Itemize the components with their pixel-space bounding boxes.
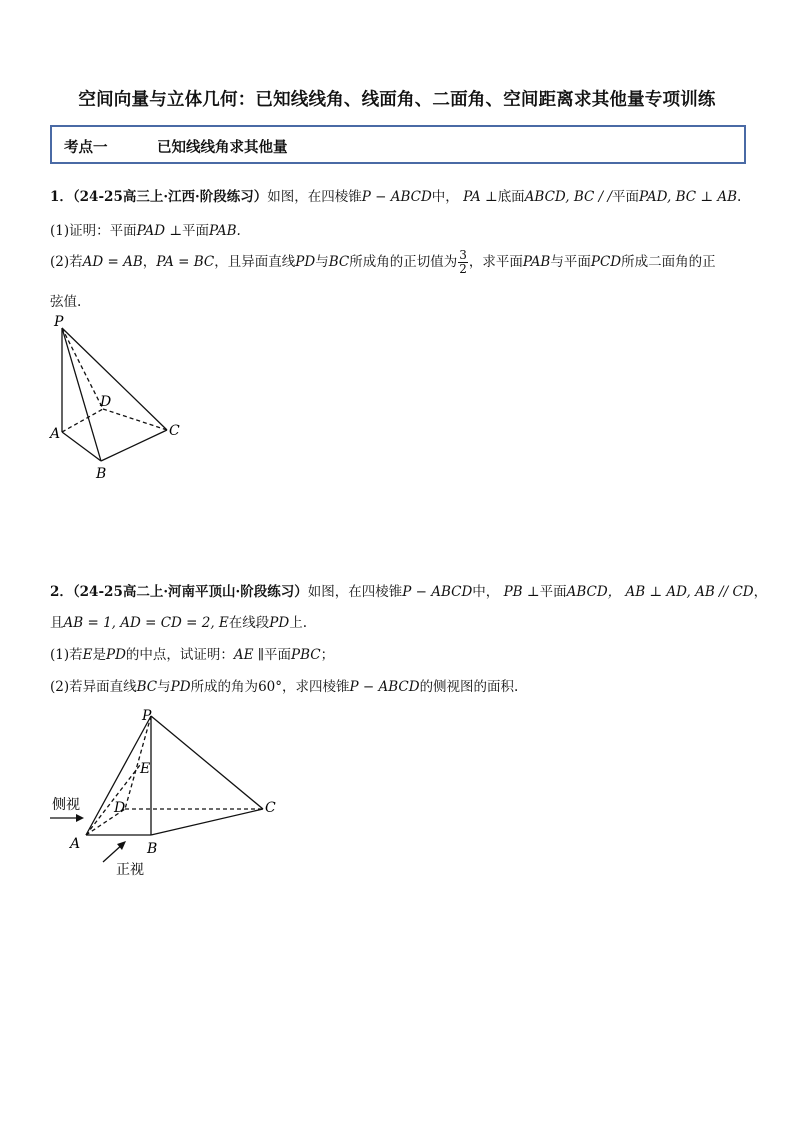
q2-part2-text: 所成的角为 bbox=[190, 679, 259, 695]
q2-stem-text: 上. bbox=[289, 615, 307, 631]
vertex-label-A: A bbox=[70, 836, 81, 852]
q1-condition: PAD, BC ⊥ AB bbox=[639, 189, 738, 205]
q1-part1-text: 平面 bbox=[182, 223, 210, 239]
edge-AE-hidden bbox=[86, 765, 140, 835]
q1-stem-text: 中， bbox=[431, 189, 459, 205]
q2-stem-text: 如图，在四棱锥 bbox=[307, 584, 403, 600]
q1-condition-text: 底面 bbox=[497, 189, 525, 205]
q2-part2 bbox=[50, 675, 518, 695]
q1-stem-text: 如图，在四棱锥 bbox=[267, 189, 362, 205]
vertex-label-E: E bbox=[140, 761, 151, 777]
q2-condition: ABCD， bbox=[566, 584, 622, 600]
q1-part1-math: PAB. bbox=[209, 223, 241, 239]
fraction-numerator: 3 bbox=[459, 248, 467, 262]
q2-pyramid: P − ABCD bbox=[402, 584, 473, 600]
edge-PC bbox=[151, 716, 263, 809]
q2-punct: ， bbox=[753, 584, 768, 600]
q1-part2-text: ，求平面 bbox=[468, 254, 523, 270]
q2-part1-text: 是 bbox=[92, 647, 106, 663]
q2-part1-text: ； bbox=[320, 647, 335, 663]
q1-part2-text: 与平面 bbox=[550, 254, 591, 270]
q1-part2-text: 弦值. bbox=[50, 294, 82, 310]
q1-part2-math: BC bbox=[328, 254, 350, 270]
vertex-label-P: P bbox=[142, 708, 152, 724]
vertex-label-A: A bbox=[50, 426, 61, 442]
q1-part2-math: PCD bbox=[590, 254, 622, 270]
q2-stem-text: 且 bbox=[50, 615, 64, 631]
q1-punct: . bbox=[737, 189, 742, 205]
front-view-label: 正视 bbox=[116, 862, 144, 878]
q2-part1 bbox=[50, 643, 334, 663]
fraction-denominator: 2 bbox=[459, 262, 467, 276]
q2-part2-math: BC bbox=[136, 679, 158, 695]
q1-number: 1． bbox=[50, 189, 73, 205]
vertex-label-C: C bbox=[265, 800, 276, 816]
edge-BC bbox=[151, 809, 263, 835]
q2-stem bbox=[50, 580, 767, 600]
side-view-arrowhead bbox=[76, 814, 84, 822]
vertex-label-D: D bbox=[100, 394, 112, 410]
topic-text: 已知线线角求其他量 bbox=[157, 140, 288, 156]
q1-part2-math: PA = BC bbox=[156, 254, 215, 270]
q1-part2-math: AD = AB bbox=[82, 254, 143, 270]
q2-stem-text: 中， bbox=[472, 584, 500, 600]
q2-part1-math: AE ∥ bbox=[233, 647, 265, 663]
q1-part2-text: 所成二面角的正 bbox=[621, 254, 716, 270]
q1-part2-math: PD bbox=[295, 254, 316, 270]
q2-stem-cont bbox=[50, 611, 307, 631]
q2-part2-text: 与 bbox=[157, 679, 171, 695]
q2-part2-math: P − ABCD bbox=[349, 679, 420, 695]
q2-stem-text: 在线段 bbox=[228, 615, 270, 631]
q2-part2-math: 60° bbox=[258, 679, 282, 695]
q2-part2-math: PD bbox=[170, 679, 191, 695]
q1-part2-text: 所成角的正切值为 bbox=[349, 254, 458, 270]
q1-part2-text: 与 bbox=[315, 254, 329, 270]
page-title: 空间向量与立体几何：已知线线角、线面角、二面角、空间距离求其他量专项训练 bbox=[78, 90, 716, 110]
q1-part2-text: ， bbox=[142, 254, 157, 270]
q1-part1-text: (1)证明：平面 bbox=[50, 223, 137, 239]
q2-part1-math: E bbox=[82, 647, 93, 663]
q2-condition-text: 平面 bbox=[539, 584, 567, 600]
q1-condition: ABCD, BC / / bbox=[524, 189, 613, 205]
q2-part1-text: 的中点，试证明： bbox=[125, 647, 234, 663]
q1-condition: PA ⊥ bbox=[463, 189, 498, 205]
q1-part2-math: PAB bbox=[522, 254, 551, 270]
q2-condition: AB = 1, AD = CD = 2, E bbox=[63, 615, 229, 631]
q2-part2-text: 的侧视图的面积. bbox=[419, 679, 519, 695]
vertex-label-D: D bbox=[114, 800, 126, 816]
q2-part1-math: PBC bbox=[291, 647, 321, 663]
q1-part2-text: ，且异面直线 bbox=[214, 254, 296, 270]
vertex-label-B: B bbox=[96, 466, 107, 482]
vertex-label-B: B bbox=[147, 841, 158, 857]
edge-AD-hidden bbox=[62, 409, 103, 432]
q1-condition-text: 平面 bbox=[612, 189, 640, 205]
q2-part1-text: (1)若 bbox=[50, 647, 83, 663]
edge-BC bbox=[101, 430, 167, 461]
topic-label: 考点一 bbox=[64, 140, 108, 156]
q2-source: （24-25高二上·河南平顶山·阶段练习） bbox=[72, 584, 308, 600]
side-view-label: 侧视 bbox=[52, 797, 80, 813]
edge-PC bbox=[62, 328, 167, 430]
q2-condition: AB ⊥ AD, AB // CD bbox=[625, 584, 754, 600]
q2-part1-math: PD bbox=[105, 647, 126, 663]
edge-AB bbox=[62, 432, 101, 461]
q2-part2-text: (2)若异面直线 bbox=[50, 679, 137, 695]
q2-part1-text: 平面 bbox=[264, 647, 292, 663]
q1-part2-text: (2)若 bbox=[50, 254, 83, 270]
vertex-label-P: P bbox=[54, 314, 64, 330]
q1-part1-math: PAD ⊥ bbox=[136, 223, 183, 239]
q2-number: 2． bbox=[50, 584, 73, 600]
edge-PB bbox=[62, 328, 101, 461]
q1-pyramid: P − ABCD bbox=[361, 189, 432, 205]
vertex-label-C: C bbox=[169, 423, 180, 439]
q2-condition: PD bbox=[269, 615, 290, 631]
q2-part2-text: ，求四棱锥 bbox=[282, 679, 350, 695]
q2-condition: PB ⊥ bbox=[503, 584, 540, 600]
q1-source: （24-25高三上·江西·阶段练习） bbox=[72, 189, 268, 205]
edge-DC-hidden bbox=[103, 409, 167, 430]
